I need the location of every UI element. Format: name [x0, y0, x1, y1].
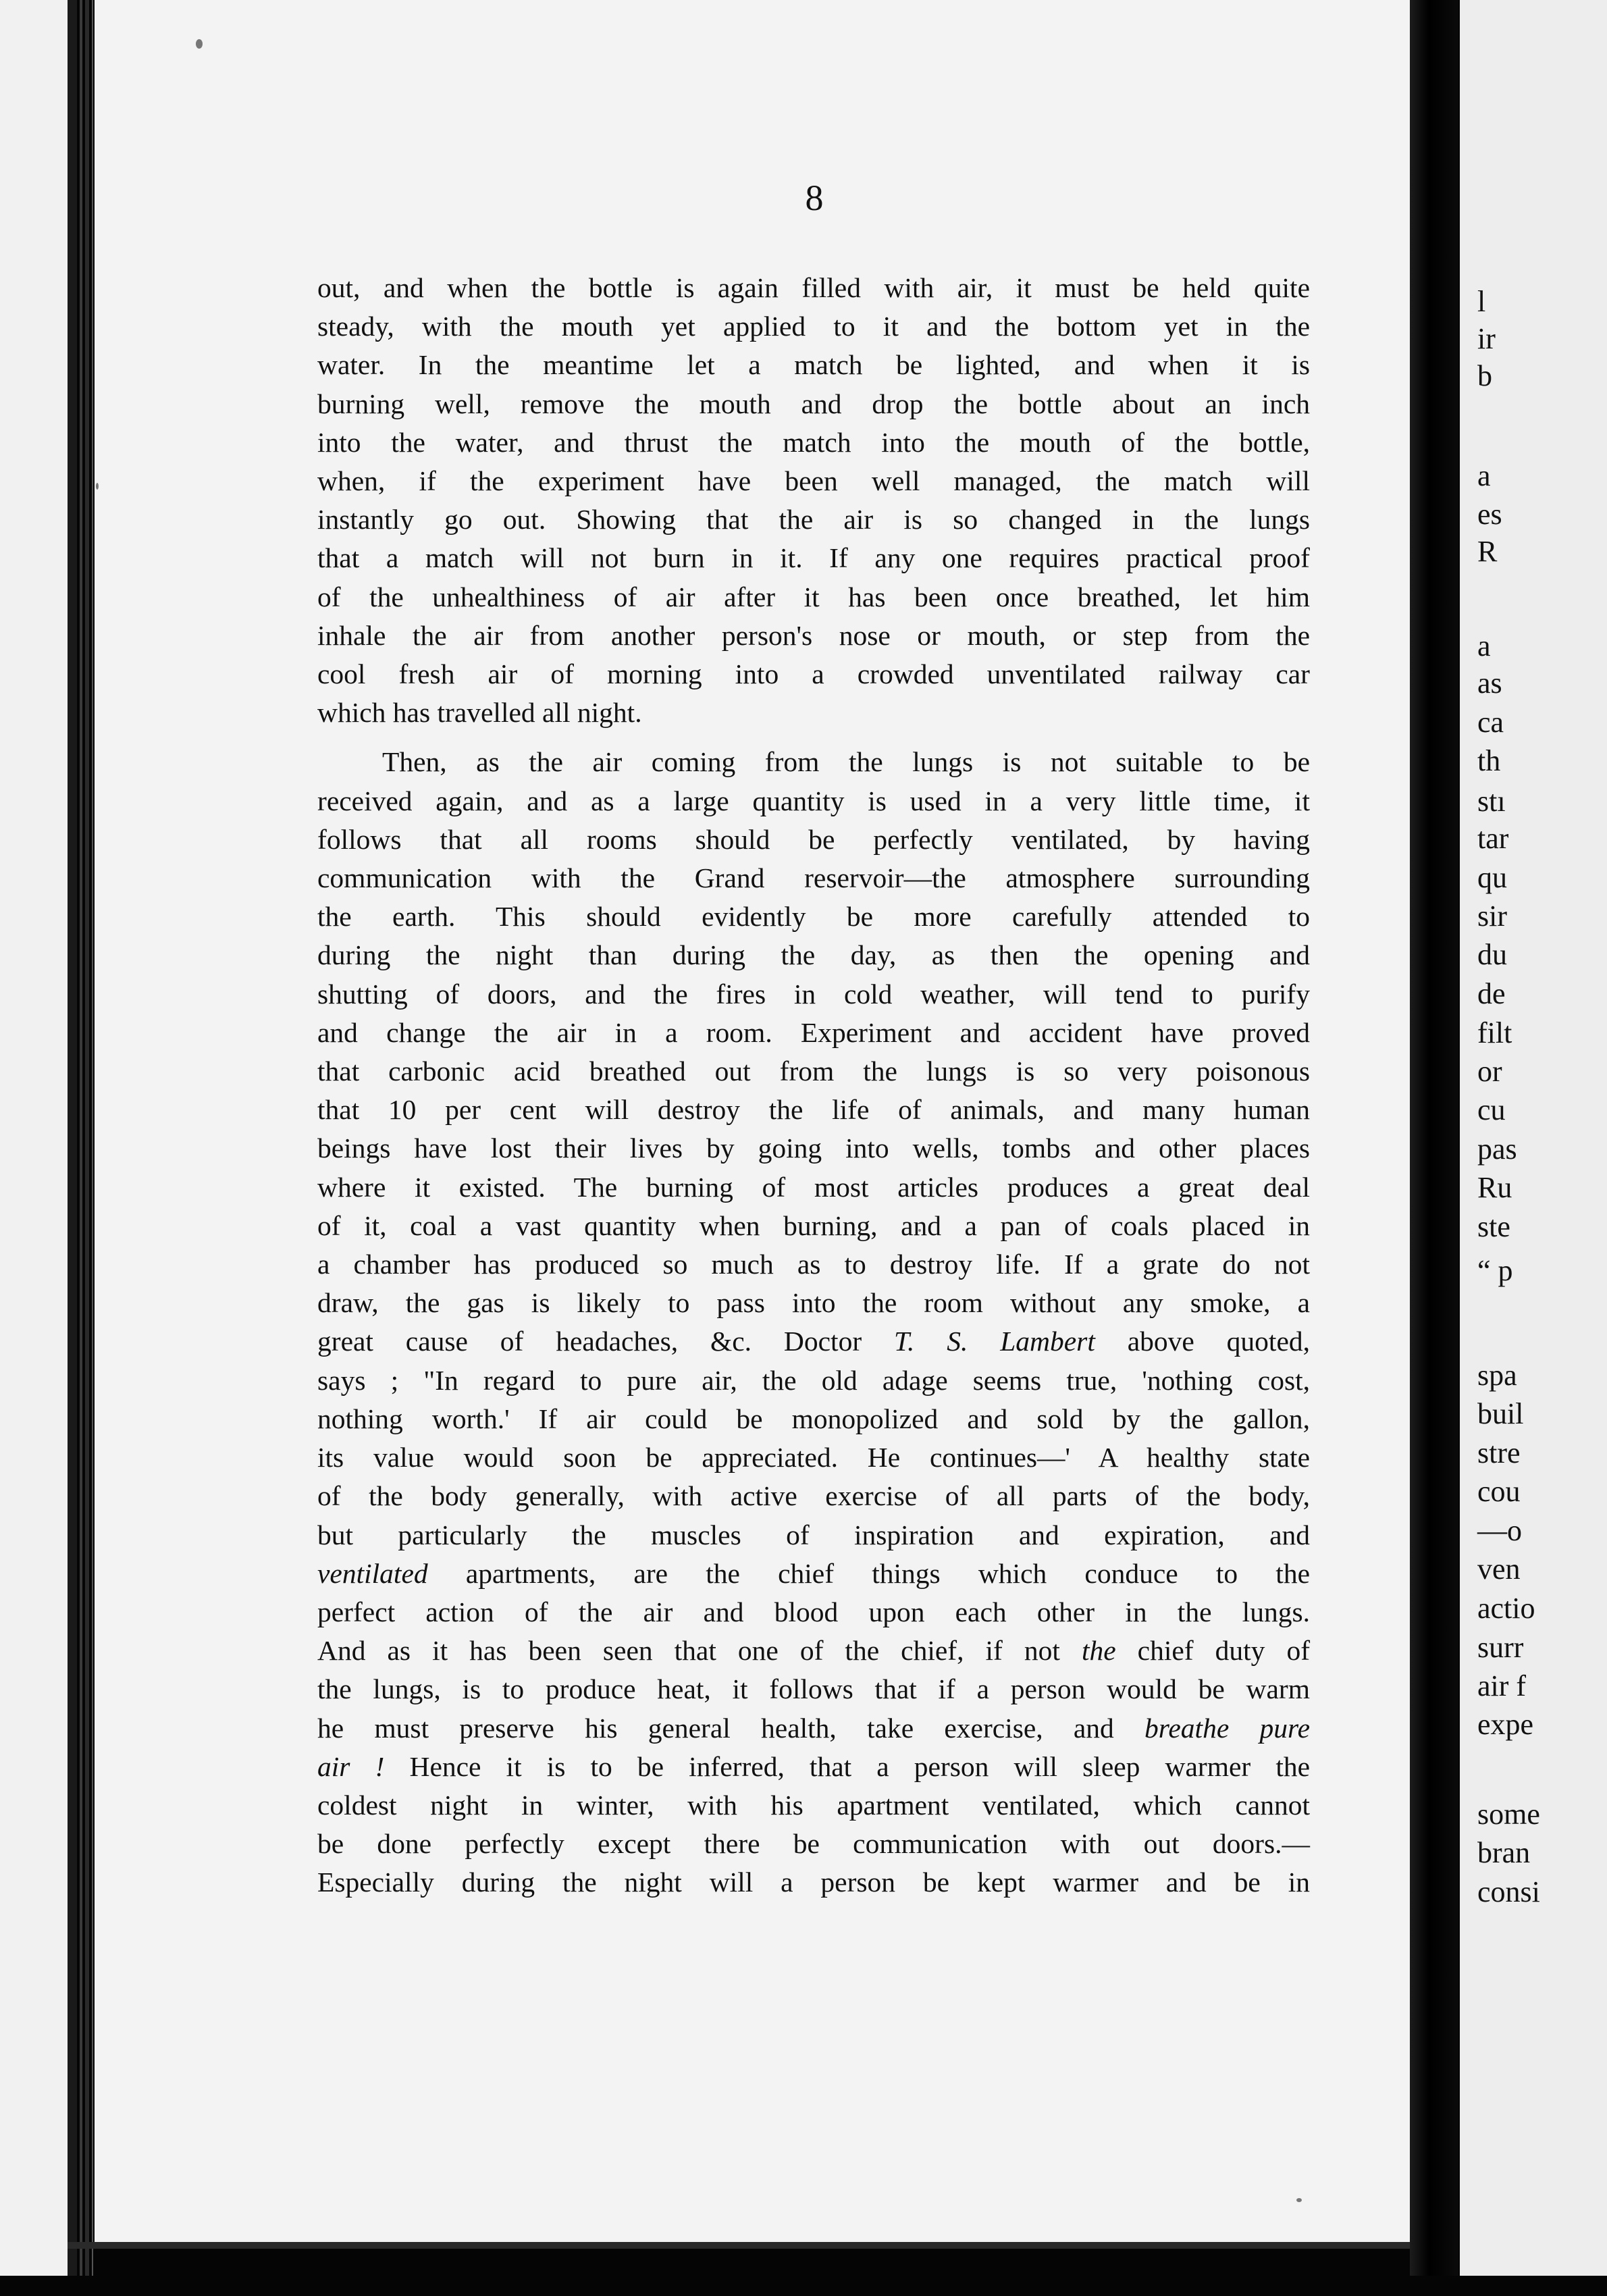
opposite-fragment: or	[1477, 1055, 1502, 1088]
text-segment: he must preserve his general health, take exercise, and	[317, 1712, 1114, 1744]
text-line: instantly go out. Showing that the air is so changed in the lungs	[317, 504, 1310, 536]
text-line: its value would soon be appreciated. He continues—' A healthy state	[317, 1442, 1310, 1473]
paragraph	[317, 743, 1310, 1902]
text-line	[317, 1632, 1310, 1670]
text-line: beings have lost their lives by going into wells, tombs and other places	[317, 1132, 1310, 1164]
emphasis: ventilated	[317, 1557, 428, 1589]
binding-edge-line	[80, 0, 82, 2276]
text-segment: chief duty of	[1137, 1635, 1311, 1667]
text-line: says ; "In regard to pure air, the old adage seems true, 'nothing cost,	[317, 1364, 1310, 1396]
opposite-fragment: spa	[1477, 1359, 1517, 1392]
text-line: water. In the meantime let a match be lighted, and when it is	[317, 349, 1310, 381]
text-line: draw, the gas is likely to pass into the room without any smoke, a	[317, 1287, 1310, 1319]
opposite-fragment: ste	[1477, 1210, 1510, 1243]
text-line: coldest night in winter, with his apartment ventilated, which cannot	[317, 1789, 1310, 1821]
left-margin-strip	[0, 0, 68, 2276]
author-name: T. S. Lambert	[894, 1326, 1095, 1357]
text-line: that 10 per cent will destroy the life of animals, and many human	[317, 1094, 1310, 1126]
text-line: burning well, remove the mouth and drop the bottle about an inch	[317, 388, 1310, 419]
opposite-fragment: cou	[1477, 1475, 1521, 1508]
opposite-fragment: a	[1477, 459, 1491, 492]
text-line	[317, 1748, 1310, 1786]
opposite-fragment: stre	[1477, 1436, 1521, 1469]
text-line	[317, 1322, 1310, 1361]
page-bottom-edge	[68, 2242, 1425, 2249]
text-line: shutting of doors, and the fires in cold weather, will tend to purify	[317, 978, 1310, 1010]
opposite-fragment: expe	[1477, 1708, 1534, 1741]
opposite-fragment: b	[1477, 359, 1492, 392]
emphasis: breathe pure	[1144, 1712, 1311, 1744]
opposite-fragment: “ p	[1477, 1254, 1513, 1287]
text-segment: apartments, are the chief things which conduce to the	[465, 1557, 1310, 1589]
text-segment: And as it has been seen that one of the chief, if not	[317, 1635, 1060, 1667]
opposite-fragment: cu	[1477, 1093, 1506, 1126]
opposite-fragment: ven	[1477, 1553, 1521, 1586]
text-line: Then, as the air coming from the lungs is not suitable to be	[382, 746, 1310, 778]
text-line: nothing worth.' If air could be monopolized and sold by the gallon,	[317, 1403, 1310, 1434]
text-segment: great cause of headaches, &c. Doctor	[317, 1326, 862, 1357]
text-line: that a match will not burn in it. If any one requires practical proof	[317, 542, 1310, 574]
text-line: inhale the air from another person's nose or mouth, or step from the	[317, 619, 1310, 651]
emphasis: the	[1081, 1635, 1116, 1667]
text-line: and change the air in a room. Experiment and accident have proved	[317, 1016, 1310, 1048]
text-line: the lungs, is to produce heat, it follows that if a person would be warm	[317, 1673, 1310, 1705]
binding-edge-line	[85, 0, 89, 2276]
text-line: out, and when the bottle is again filled with air, it must be held quite	[317, 272, 1310, 303]
opposite-fragment: de	[1477, 977, 1506, 1010]
text-line: of it, coal a vast quantity when burning, and a pan of coals placed in	[317, 1209, 1310, 1241]
text-line: but particularly the muscles of inspiration and expiration, and	[317, 1519, 1310, 1550]
opposite-fragment: buil	[1477, 1397, 1524, 1430]
opposite-fragment: some	[1477, 1798, 1540, 1831]
opposite-page	[1460, 0, 1607, 2276]
opposite-fragment: th	[1477, 744, 1501, 777]
opposite-fragment: as	[1477, 667, 1502, 700]
binding-edge-line	[92, 0, 93, 2276]
text-line: into the water, and thrust the match into the mouth of the bottle,	[317, 426, 1310, 458]
text-line	[317, 1709, 1310, 1748]
text-line: communication with the Grand reservoir—the atmosphere surrounding	[317, 862, 1310, 894]
text-line: a chamber has produced so much as to destroy life. If a grate do not	[317, 1249, 1310, 1280]
opposite-fragment: air f	[1477, 1669, 1527, 1702]
opposite-fragment: bran	[1477, 1836, 1531, 1869]
opposite-fragment: surr	[1477, 1631, 1524, 1664]
text-line: where it existed. The burning of most articles produces a great deal	[317, 1171, 1310, 1203]
text-line: steady, with the mouth yet applied to it and the bottom yet in the	[317, 311, 1310, 342]
opposite-fragment: sir	[1477, 899, 1507, 933]
opposite-fragment: filt	[1477, 1016, 1512, 1049]
opposite-fragment: es	[1477, 498, 1502, 531]
text-line: perfect action of the air and blood upon each other in the lungs.	[317, 1596, 1310, 1627]
text-line: which has travelled all night.	[317, 697, 642, 729]
text-line: Especially during the night will a person be kept warmer and be in	[317, 1867, 1310, 1898]
paragraph	[317, 269, 1310, 732]
opposite-fragment: tar	[1477, 822, 1509, 855]
text-line: the earth. This should evidently be more carefully attended to	[317, 901, 1310, 933]
text-line: during the night than during the day, as then the opening and	[317, 939, 1310, 971]
text-line: when, if the experiment have been well managed, the match will	[317, 465, 1310, 497]
text-line: received again, and as a large quantity is used in a very little time, it	[317, 785, 1310, 816]
text-line: follows that all rooms should be perfectly ventilated, by having	[317, 823, 1310, 855]
opposite-fragment: consi	[1477, 1875, 1540, 1908]
page-body	[317, 269, 1310, 1902]
text-segment: Hence it is to be inferred, that a person will sleep warmer the	[409, 1750, 1311, 1782]
binding-edge	[68, 0, 77, 2276]
opposite-fragment: stı	[1477, 785, 1506, 818]
text-line: cool fresh air of morning into a crowded unventilated railway car	[317, 658, 1310, 690]
opposite-fragment: du	[1477, 938, 1507, 971]
book-gutter	[1410, 0, 1458, 2276]
opposite-fragment: pas	[1477, 1132, 1517, 1166]
opposite-fragment: actio	[1477, 1592, 1535, 1625]
page-number: 8	[805, 178, 824, 218]
text-line: be done perfectly except there be communication with out doors.—	[317, 1828, 1310, 1860]
text-line: of the unhealthiness of air after it has been once breathed, let him	[317, 581, 1310, 612]
opposite-fragment: ca	[1477, 706, 1504, 739]
opposite-fragment: ir	[1477, 322, 1496, 355]
text-segment: above quoted,	[1127, 1326, 1311, 1357]
opposite-fragment: l	[1477, 285, 1486, 318]
text-line	[317, 1555, 1310, 1593]
opposite-fragment: —o	[1477, 1514, 1522, 1547]
text-line: of the body generally, with active exercise of all parts of the body,	[317, 1480, 1310, 1512]
opposite-fragment: qu	[1477, 861, 1507, 894]
opposite-fragment: Ru	[1477, 1171, 1512, 1204]
emphasis: air !	[317, 1750, 385, 1782]
text-line: that carbonic acid breathed out from the lungs is so very poisonous	[317, 1055, 1310, 1087]
opposite-fragment: a	[1477, 629, 1491, 662]
opposite-fragment: R	[1477, 535, 1498, 568]
